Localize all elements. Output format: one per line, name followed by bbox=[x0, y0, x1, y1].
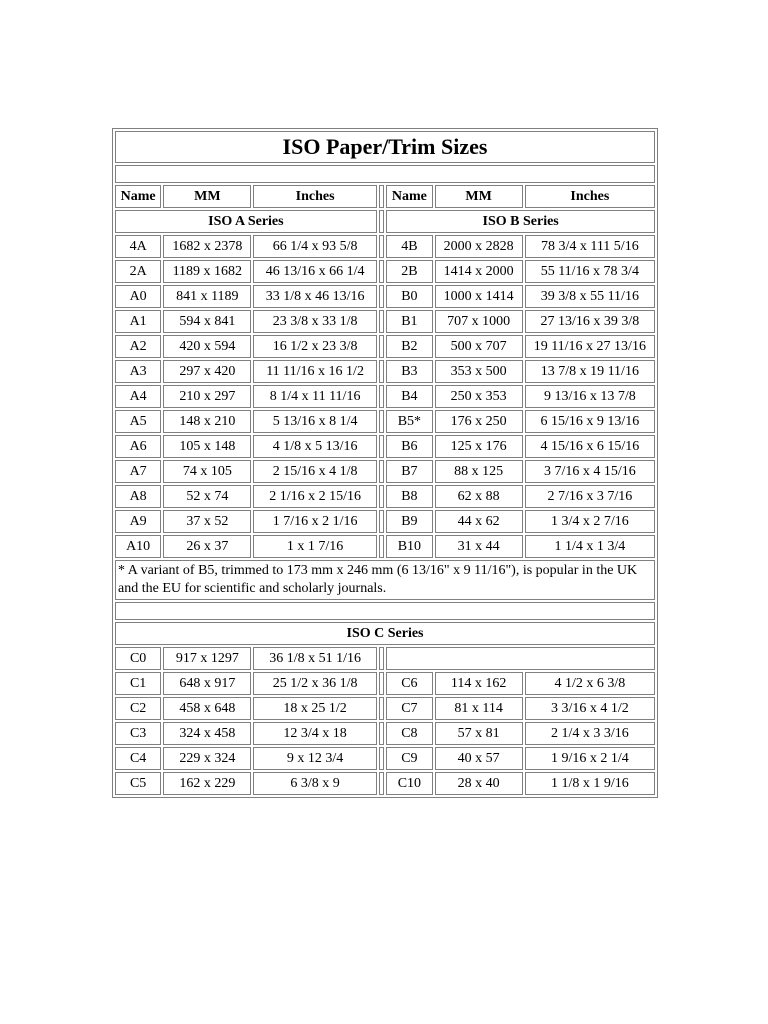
b-size-mm: 1000 x 1414 bbox=[435, 285, 523, 308]
c-size-name: C4 bbox=[115, 747, 161, 770]
b-size-mm: 250 x 353 bbox=[435, 385, 523, 408]
a-size-name: A9 bbox=[115, 510, 161, 533]
table-row bbox=[115, 310, 655, 333]
table-row bbox=[115, 335, 655, 358]
table-row bbox=[115, 360, 655, 383]
column-separator bbox=[379, 335, 385, 358]
b-size-name: B0 bbox=[386, 285, 432, 308]
column-separator bbox=[379, 697, 385, 720]
c-size-inches: 9 x 12 3/4 bbox=[253, 747, 376, 770]
c-size-inches: 18 x 25 1/2 bbox=[253, 697, 376, 720]
column-separator bbox=[379, 510, 385, 533]
a-size-inches: 1 7/16 x 2 1/16 bbox=[253, 510, 376, 533]
c-size-inches: 6 3/8 x 9 bbox=[253, 772, 376, 795]
c-size-inches: 1 9/16 x 2 1/4 bbox=[525, 747, 655, 770]
b-size-mm: 707 x 1000 bbox=[435, 310, 523, 333]
b-size-inches: 1 1/4 x 1 3/4 bbox=[525, 535, 655, 558]
header-name: Name bbox=[115, 185, 161, 208]
column-separator bbox=[379, 747, 385, 770]
a-size-name: 4A bbox=[115, 235, 161, 258]
a-size-inches: 2 1/16 x 2 15/16 bbox=[253, 485, 376, 508]
b-size-mm: 176 x 250 bbox=[435, 410, 523, 433]
c-size-mm: 648 x 917 bbox=[163, 672, 251, 695]
b-size-mm: 353 x 500 bbox=[435, 360, 523, 383]
table-row bbox=[115, 697, 655, 720]
header-mm: MM bbox=[163, 185, 251, 208]
a-size-mm: 148 x 210 bbox=[163, 410, 251, 433]
a-size-inches: 23 3/8 x 33 1/8 bbox=[253, 310, 376, 333]
column-header-row bbox=[115, 185, 655, 208]
column-separator bbox=[379, 772, 385, 795]
b-size-inches: 4 15/16 x 6 15/16 bbox=[525, 435, 655, 458]
a-size-inches: 4 1/8 x 5 13/16 bbox=[253, 435, 376, 458]
b5-footnote: * A variant of B5, trimmed to 173 mm x 246 mm (6 13/16" x 9 11/16"), is popular in the UK and the EU for scientific and scholarly journals. bbox=[115, 560, 655, 600]
a-size-name: A1 bbox=[115, 310, 161, 333]
a-size-mm: 74 x 105 bbox=[163, 460, 251, 483]
c-size-mm: 458 x 648 bbox=[163, 697, 251, 720]
spacer-row bbox=[115, 602, 655, 620]
table-row bbox=[115, 647, 655, 670]
iso-sizes-table bbox=[112, 128, 658, 798]
c-size-name: C10 bbox=[386, 772, 432, 795]
column-separator bbox=[379, 310, 385, 333]
empty-cell bbox=[386, 647, 655, 670]
table-row bbox=[115, 435, 655, 458]
b-size-name: B1 bbox=[386, 310, 432, 333]
a-series-title: ISO A Series bbox=[115, 210, 377, 233]
column-separator bbox=[379, 410, 385, 433]
c-size-mm: 81 x 114 bbox=[435, 697, 523, 720]
b-size-name: B10 bbox=[386, 535, 432, 558]
b-size-inches: 2 7/16 x 3 7/16 bbox=[525, 485, 655, 508]
table-row bbox=[115, 260, 655, 283]
b-size-name: 4B bbox=[386, 235, 432, 258]
b-size-mm: 88 x 125 bbox=[435, 460, 523, 483]
a-size-mm: 420 x 594 bbox=[163, 335, 251, 358]
column-separator bbox=[379, 535, 385, 558]
c-size-inches: 1 1/8 x 1 9/16 bbox=[525, 772, 655, 795]
c-size-inches: 25 1/2 x 36 1/8 bbox=[253, 672, 376, 695]
a-size-inches: 8 1/4 x 11 11/16 bbox=[253, 385, 376, 408]
a-size-name: A8 bbox=[115, 485, 161, 508]
c-size-name: C8 bbox=[386, 722, 432, 745]
c-size-name: C7 bbox=[386, 697, 432, 720]
a-size-inches: 11 11/16 x 16 1/2 bbox=[253, 360, 376, 383]
column-separator bbox=[379, 185, 385, 208]
b-size-name: B2 bbox=[386, 335, 432, 358]
a-size-mm: 105 x 148 bbox=[163, 435, 251, 458]
page-title: ISO Paper/Trim Sizes bbox=[115, 131, 655, 163]
table-row bbox=[115, 485, 655, 508]
a-size-mm: 37 x 52 bbox=[163, 510, 251, 533]
table-row bbox=[115, 722, 655, 745]
column-separator bbox=[379, 672, 385, 695]
c-size-mm: 324 x 458 bbox=[163, 722, 251, 745]
a-size-inches: 33 1/8 x 46 13/16 bbox=[253, 285, 376, 308]
c-size-name: C1 bbox=[115, 672, 161, 695]
column-separator bbox=[379, 210, 385, 233]
a-size-inches: 1 x 1 7/16 bbox=[253, 535, 376, 558]
b-series-title: ISO B Series bbox=[386, 210, 655, 233]
a-size-mm: 594 x 841 bbox=[163, 310, 251, 333]
iso-paper-sizes-sheet bbox=[112, 128, 658, 798]
b-size-name: B8 bbox=[386, 485, 432, 508]
a-size-mm: 1682 x 2378 bbox=[163, 235, 251, 258]
table-row bbox=[115, 460, 655, 483]
column-separator bbox=[379, 485, 385, 508]
b-size-name: 2B bbox=[386, 260, 432, 283]
c-size-name: C2 bbox=[115, 697, 161, 720]
b-size-inches: 13 7/8 x 19 11/16 bbox=[525, 360, 655, 383]
table-row bbox=[115, 510, 655, 533]
b-size-inches: 55 11/16 x 78 3/4 bbox=[525, 260, 655, 283]
a-size-mm: 297 x 420 bbox=[163, 360, 251, 383]
a-size-name: A7 bbox=[115, 460, 161, 483]
column-separator bbox=[379, 722, 385, 745]
c-size-mm: 229 x 324 bbox=[163, 747, 251, 770]
c-series-title: ISO C Series bbox=[115, 622, 655, 645]
a-size-mm: 26 x 37 bbox=[163, 535, 251, 558]
b-size-inches: 78 3/4 x 111 5/16 bbox=[525, 235, 655, 258]
header-inches: Inches bbox=[253, 185, 376, 208]
c-size-inches: 4 1/2 x 6 3/8 bbox=[525, 672, 655, 695]
b-size-inches: 1 3/4 x 2 7/16 bbox=[525, 510, 655, 533]
b-size-name: B4 bbox=[386, 385, 432, 408]
table-row bbox=[115, 410, 655, 433]
column-separator bbox=[379, 435, 385, 458]
a-size-inches: 16 1/2 x 23 3/8 bbox=[253, 335, 376, 358]
a-size-mm: 52 x 74 bbox=[163, 485, 251, 508]
b-size-mm: 1414 x 2000 bbox=[435, 260, 523, 283]
b-size-inches: 27 13/16 x 39 3/8 bbox=[525, 310, 655, 333]
c-size-mm: 57 x 81 bbox=[435, 722, 523, 745]
a-size-name: A4 bbox=[115, 385, 161, 408]
a-size-mm: 841 x 1189 bbox=[163, 285, 251, 308]
column-separator bbox=[379, 285, 385, 308]
column-separator bbox=[379, 260, 385, 283]
header-inches: Inches bbox=[525, 185, 655, 208]
c-size-name: C3 bbox=[115, 722, 161, 745]
a-size-name: A3 bbox=[115, 360, 161, 383]
series-title-row bbox=[115, 210, 655, 233]
table-row bbox=[115, 747, 655, 770]
c-size-inches: 12 3/4 x 18 bbox=[253, 722, 376, 745]
c-size-inches: 36 1/8 x 51 1/16 bbox=[253, 647, 376, 670]
c-size-mm: 28 x 40 bbox=[435, 772, 523, 795]
header-name: Name bbox=[386, 185, 432, 208]
column-separator bbox=[379, 235, 385, 258]
c-size-name: C0 bbox=[115, 647, 161, 670]
b-size-mm: 62 x 88 bbox=[435, 485, 523, 508]
a-size-mm: 1189 x 1682 bbox=[163, 260, 251, 283]
c-size-inches: 2 1/4 x 3 3/16 bbox=[525, 722, 655, 745]
a-size-name: A10 bbox=[115, 535, 161, 558]
b-size-mm: 500 x 707 bbox=[435, 335, 523, 358]
b-size-name: B3 bbox=[386, 360, 432, 383]
column-separator bbox=[379, 460, 385, 483]
a-size-name: 2A bbox=[115, 260, 161, 283]
c-size-mm: 162 x 229 bbox=[163, 772, 251, 795]
a-size-mm: 210 x 297 bbox=[163, 385, 251, 408]
a-size-inches: 2 15/16 x 4 1/8 bbox=[253, 460, 376, 483]
b-size-mm: 2000 x 2828 bbox=[435, 235, 523, 258]
b-size-mm: 125 x 176 bbox=[435, 435, 523, 458]
table-row bbox=[115, 235, 655, 258]
a-size-inches: 66 1/4 x 93 5/8 bbox=[253, 235, 376, 258]
c-size-inches: 3 3/16 x 4 1/2 bbox=[525, 697, 655, 720]
table-row bbox=[115, 385, 655, 408]
table-row bbox=[115, 285, 655, 308]
header-mm: MM bbox=[435, 185, 523, 208]
b-size-name: B9 bbox=[386, 510, 432, 533]
table-row bbox=[115, 535, 655, 558]
a-size-name: A2 bbox=[115, 335, 161, 358]
c-size-mm: 917 x 1297 bbox=[163, 647, 251, 670]
table-row bbox=[115, 672, 655, 695]
b-size-name: B6 bbox=[386, 435, 432, 458]
a-size-name: A0 bbox=[115, 285, 161, 308]
column-separator bbox=[379, 360, 385, 383]
c-size-name: C6 bbox=[386, 672, 432, 695]
b-size-inches: 6 15/16 x 9 13/16 bbox=[525, 410, 655, 433]
c-size-name: C5 bbox=[115, 772, 161, 795]
b-size-name: B7 bbox=[386, 460, 432, 483]
b-size-inches: 3 7/16 x 4 15/16 bbox=[525, 460, 655, 483]
b-size-inches: 19 11/16 x 27 13/16 bbox=[525, 335, 655, 358]
b-size-mm: 44 x 62 bbox=[435, 510, 523, 533]
c-size-mm: 114 x 162 bbox=[435, 672, 523, 695]
spacer-row bbox=[115, 165, 655, 183]
a-size-inches: 5 13/16 x 8 1/4 bbox=[253, 410, 376, 433]
column-separator bbox=[379, 385, 385, 408]
c-size-mm: 40 x 57 bbox=[435, 747, 523, 770]
column-separator bbox=[379, 647, 385, 670]
b-size-inches: 9 13/16 x 13 7/8 bbox=[525, 385, 655, 408]
table-row bbox=[115, 772, 655, 795]
b-size-name: B5* bbox=[386, 410, 432, 433]
a-size-inches: 46 13/16 x 66 1/4 bbox=[253, 260, 376, 283]
b-size-mm: 31 x 44 bbox=[435, 535, 523, 558]
a-size-name: A5 bbox=[115, 410, 161, 433]
b-size-inches: 39 3/8 x 55 11/16 bbox=[525, 285, 655, 308]
c-size-name: C9 bbox=[386, 747, 432, 770]
a-size-name: A6 bbox=[115, 435, 161, 458]
